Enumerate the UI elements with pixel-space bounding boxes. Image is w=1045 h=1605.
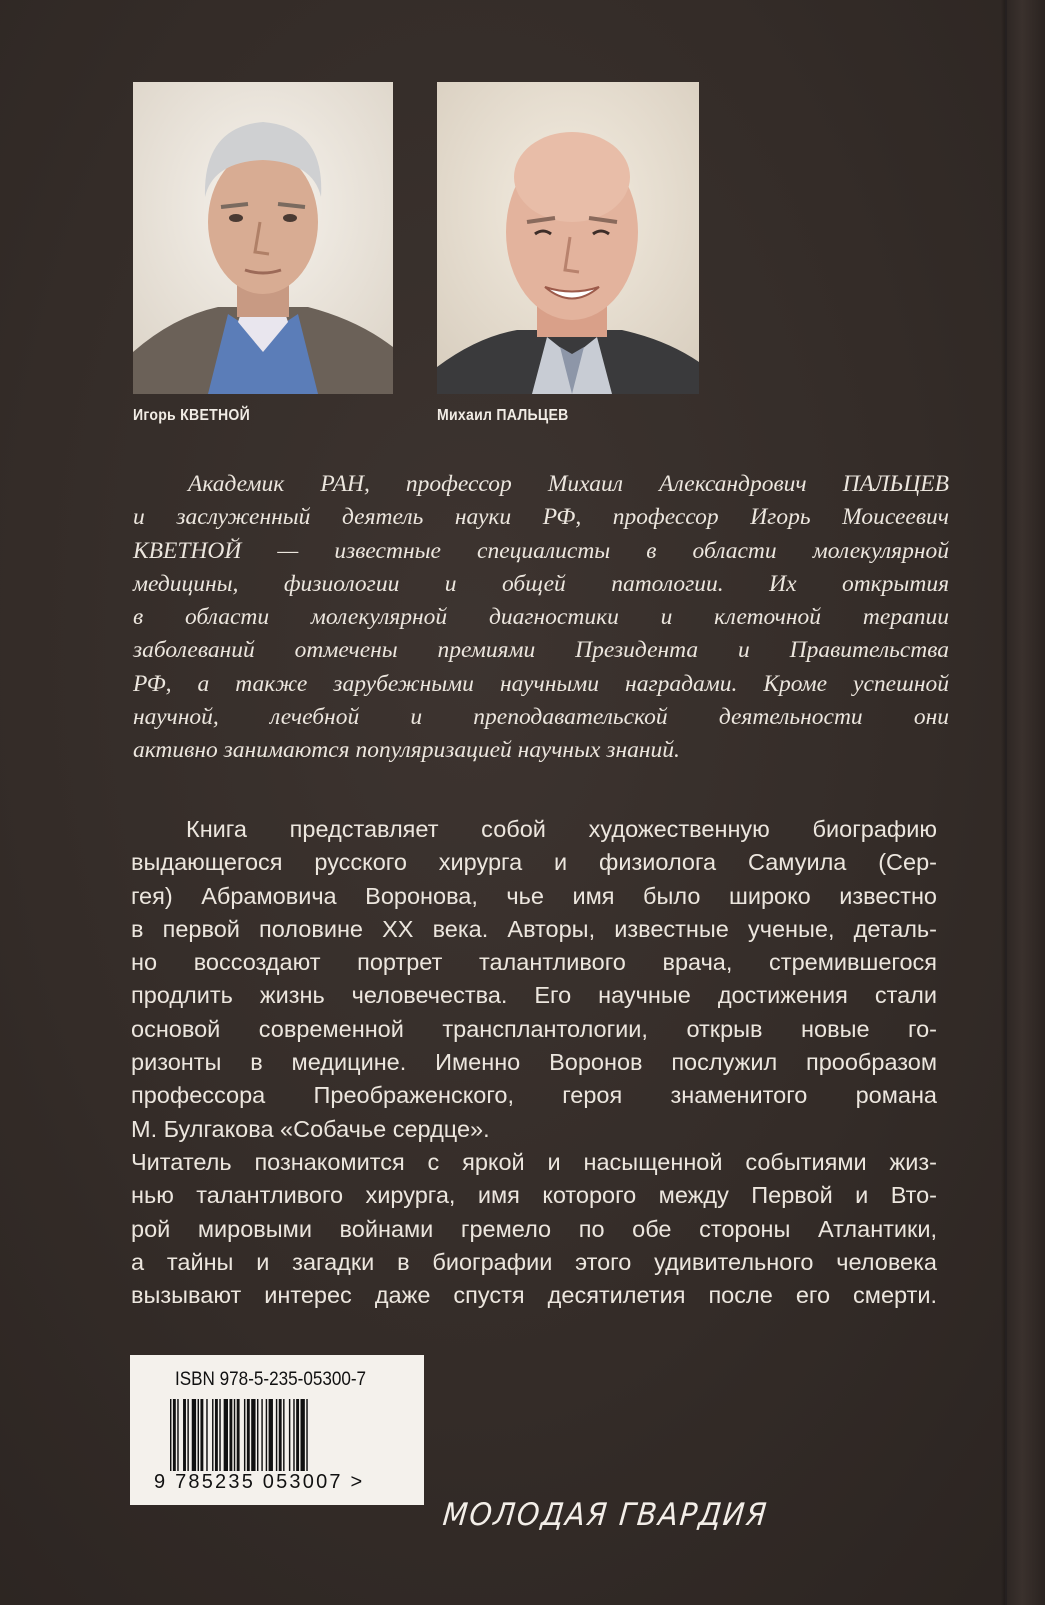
bio-line: КВЕТНОЙ — известные специалисты в области молекулярной bbox=[133, 537, 949, 564]
description-line: вызывают интерес даже спустя десятилетия после его смерти. bbox=[131, 1282, 937, 1309]
book-description bbox=[131, 813, 937, 1312]
bio-line: заболеваний отмечены премиями Президента и Правительства bbox=[133, 637, 949, 664]
bio-line: Академик РАН, профессор Михаил Александрович ПАЛЬЦЕВ bbox=[188, 471, 949, 497]
description-line: а тайны и загадки в биографии этого удивительного человека bbox=[131, 1248, 937, 1275]
barcode-digits: 9 785235 053007 > bbox=[154, 1471, 365, 1493]
description-line: выдающегося русского хирурга и физиолога Самуила (Сер- bbox=[131, 849, 937, 876]
description-line: ризонты в медицине. Именно Воронов послужил прообразом bbox=[131, 1049, 937, 1076]
author-first-name: Игорь bbox=[133, 407, 176, 424]
isbn-barcode bbox=[130, 1355, 424, 1505]
bio-line: научной, лечебной и преподавательской деятельности они bbox=[133, 704, 949, 731]
bio-line: в области молекулярной диагностики и клеточной терапии bbox=[133, 604, 949, 631]
description-line: но воссоздают портрет талантливого врача, стремившегося bbox=[131, 949, 937, 976]
publisher-logo: МОЛОДАЯ ГВАРДИЯ bbox=[441, 1497, 770, 1533]
bio-line: и заслуженный деятель науки РФ, профессор Игорь Моисеевич bbox=[133, 504, 949, 531]
author-caption-paltsev bbox=[437, 407, 569, 425]
author-first-name: Михаил bbox=[437, 407, 493, 424]
isbn-number: ISBN 978-5-235-05300-7 bbox=[175, 1369, 367, 1390]
author-photo-paltsev bbox=[437, 82, 699, 394]
description-line: гея) Абрамовича Воронова, чье имя было широко известно bbox=[131, 882, 937, 909]
author-last-name: ПАЛЬЦЕВ bbox=[496, 407, 569, 424]
bio-line: РФ, а также зарубежными научными наградами. Кроме успешной bbox=[133, 670, 949, 697]
cover-edge bbox=[1005, 0, 1045, 1605]
author-last-name: КВЕТНОЙ bbox=[180, 407, 251, 424]
description-line: основой современной трансплантологии, открыв новые го- bbox=[131, 1015, 937, 1042]
description-line: профессора Преображенского, героя знаменитого романа bbox=[131, 1082, 937, 1109]
description-line: М. Булгакова «Собачье сердце». bbox=[131, 1115, 490, 1142]
bio-line: медицины, физиологии и общей патологии. Их открытия bbox=[133, 570, 949, 597]
author-caption-kvetnoy bbox=[133, 407, 250, 425]
description-line: нью талантливого хирурга, имя которого между Первой и Вто- bbox=[131, 1182, 937, 1209]
description-line: Читатель познакомится с яркой и насыщенной событиями жиз- bbox=[131, 1148, 937, 1175]
description-line: в первой половине XX века. Авторы, известные ученые, деталь- bbox=[131, 915, 937, 942]
author-photo-kvetnoy bbox=[133, 82, 393, 394]
description-line: рой мировыми войнами гремело по обе стороны Атлантики, bbox=[131, 1215, 937, 1242]
bio-line: активно занимаются популяризацией научных знаний. bbox=[133, 737, 680, 764]
authors-biography bbox=[133, 468, 949, 768]
description-line: продлить жизнь человечества. Его научные достижения стали bbox=[131, 982, 937, 1009]
description-line: Книга представляет собой художественную биографию bbox=[186, 816, 937, 842]
